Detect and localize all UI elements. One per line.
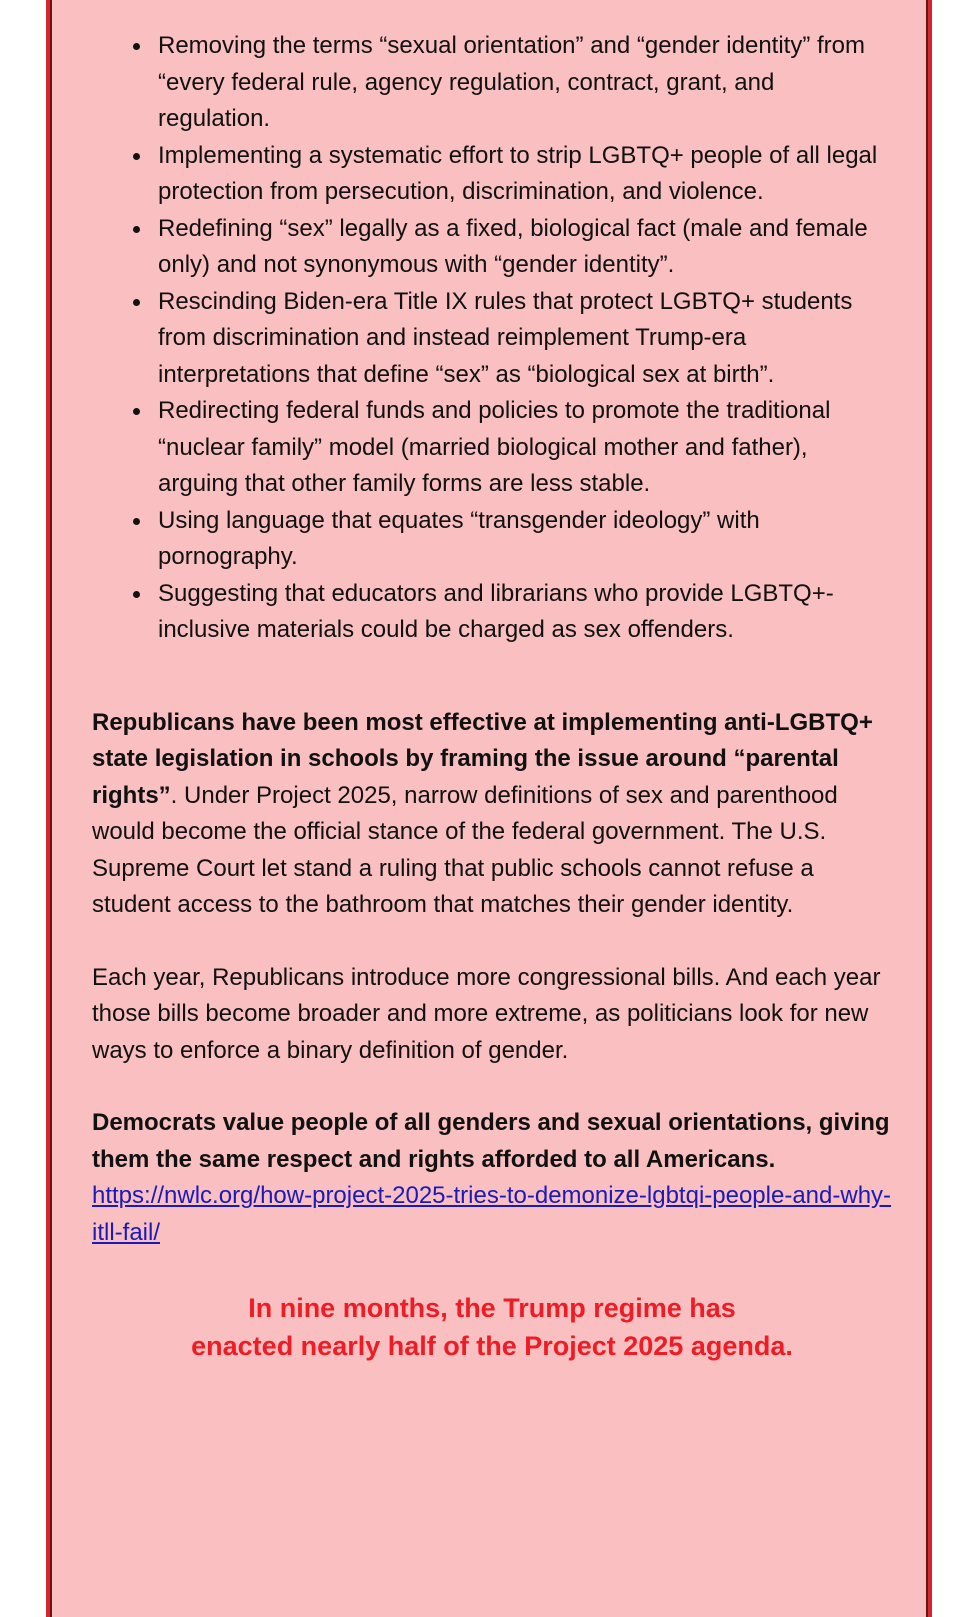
list-item <box>158 211 892 284</box>
list-item-text: Suggesting that educators and librarians who provide LGBTQ+-inclusive materials could be charged as sex offenders. <box>158 579 834 643</box>
list-item-text: Redirecting federal funds and policies to promote the traditional “nuclear family” model (married biological mother and father), arguing that other family forms are less stable. <box>158 397 831 497</box>
bullet-dot-icon <box>133 43 140 50</box>
source-link[interactable]: https://nwlc.org/how-project-2025-tries-to-demonize-lgbtqi-people-and-why-itll-fail/ <box>92 1182 892 1246</box>
list-item-text: Removing the terms “sexual orientation” and “gender identity” from “every federal rule, agency regulation, contract, grant, and regulation. <box>158 32 865 132</box>
bullet-list <box>92 28 892 649</box>
paragraph-democrats <box>92 1105 892 1251</box>
bullet-dot-icon <box>133 153 140 160</box>
list-item-text: Using language that equates “transgender ideology” with pornography. <box>158 506 760 570</box>
bullet-dot-icon <box>133 299 140 306</box>
closing-statement <box>92 1289 892 1365</box>
paragraph-parental-rights <box>92 705 892 924</box>
bullet-dot-icon <box>133 226 140 233</box>
list-item-text: Implementing a systematic effort to strip LGBTQ+ people of all legal protection from persecution, discrimination, and violence. <box>158 141 878 205</box>
list-item <box>158 28 892 138</box>
list-item <box>158 393 892 503</box>
list-item <box>158 138 892 211</box>
paragraph-bold-lead: Republicans have been most effective at implementing anti-LGBTQ+ state legislation in schools by framing the issue around “parental rights” <box>92 708 873 809</box>
list-item <box>158 503 892 576</box>
closing-line-1: In nine months, the Trump regime has <box>248 1293 736 1323</box>
list-item <box>158 284 892 394</box>
content-panel <box>46 0 932 1617</box>
paragraph-text: . Under Project 2025, narrow definitions of sex and parenthood would become the official stance of the federal government. The U.S. Supreme Court let stand a ruling that public schools cannot refuse a student access to the bathroom that matches their gender identity. <box>92 781 838 918</box>
article-body <box>92 28 892 1365</box>
bullet-dot-icon <box>133 591 140 598</box>
list-item <box>158 576 892 649</box>
bullet-dot-icon <box>133 408 140 415</box>
paragraph-congressional-bills: Each year, Republicans introduce more congressional bills. And each year those bills become broader and more extreme, as politicians look for new ways to enforce a binary definition of gender. <box>92 963 881 1064</box>
paragraph-bold-statement: Democrats value people of all genders and sexual orientations, giving them the same respect and rights afforded to all Americans. <box>92 1109 890 1173</box>
list-item-text: Rescinding Biden-era Title IX rules that protect LGBTQ+ students from discrimination and instead reimplement Trump-era interpretations that define “sex” as “biological sex at birth”. <box>158 287 853 388</box>
bullet-dot-icon <box>133 518 140 525</box>
list-item-text: Redefining “sex” legally as a fixed, biological fact (male and female only) and not synonymous with “gender identity”. <box>158 214 868 278</box>
closing-line-2: enacted nearly half of the Project 2025 agenda. <box>191 1331 793 1361</box>
